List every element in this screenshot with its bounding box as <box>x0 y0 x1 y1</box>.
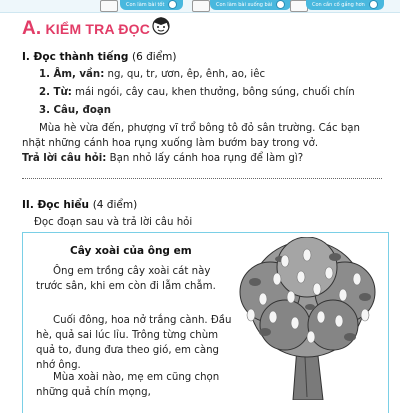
answer-line[interactable] <box>22 176 382 179</box>
story-paragraph-1: Ông em trồng cây xoài cát này trước sân, khi em còn đi lẫm chẫm. <box>36 266 216 292</box>
part1-heading <box>22 51 177 63</box>
part1-points: (6 điểm) <box>132 51 177 63</box>
question-text: Bạn nhỏ lấy cánh hoa rụng để làm gì? <box>106 153 304 164</box>
top-strip <box>0 0 400 14</box>
badge-good-label: Con làm bài tốt <box>126 2 165 8</box>
item-2-label: 2. Từ: <box>39 87 72 98</box>
badge-try-label: Con cần cố gắng hơn <box>312 2 365 8</box>
sticker-icon-1 <box>100 0 118 12</box>
student-mascot-icon <box>148 13 174 37</box>
item-3 <box>39 105 111 116</box>
item-1 <box>39 69 265 80</box>
part2-heading <box>22 199 137 211</box>
item-3-label: 3. Câu, đoạn <box>39 105 111 116</box>
part2-instruction: Đọc đoạn sau và trả lời câu hỏi <box>34 217 193 228</box>
story-title: Cây xoài của ông em <box>70 245 192 257</box>
item-1-label: 1. Âm, vần: <box>39 69 105 80</box>
story-paragraph-2: Cuối đông, hoa nở trắng cành. Đầu hè, quả sai lúc lỉu. Trông từng chùm quả to, đung đưa theo gió, em càng nhớ ông. <box>36 315 232 371</box>
story-paragraph-3: Mùa xoài nào, mẹ em cũng chọn những quả chín mọng, <box>36 372 220 398</box>
item-2 <box>39 87 355 98</box>
badge-ok <box>210 0 291 10</box>
badge-try <box>306 0 384 10</box>
badge-ok-label: Con làm bài xuống bài <box>216 2 273 8</box>
section-letter: A. <box>22 18 42 39</box>
question-label: Trả lời câu hỏi: <box>22 153 107 164</box>
item-2-text: mái ngói, cây cau, khen thưởng, bông súng, chuối chín <box>71 87 355 98</box>
checkbox-circle-icon[interactable] <box>369 0 378 9</box>
question <box>22 151 382 166</box>
sticker-icon-2 <box>192 0 210 12</box>
mango-tree-illustration <box>225 237 390 400</box>
checkbox-circle-icon[interactable] <box>168 0 177 9</box>
reading-paragraph: Mùa hè vừa đến, phượng vĩ trổ bông tô đỏ sân trường. Các bạn nhặt những cánh hoa rụng xuống làm bướm bay trong vở. <box>22 123 360 149</box>
part2-heading-text: II. Đọc hiểu <box>22 199 90 211</box>
part1-heading-text: I. Đọc thành tiếng <box>22 51 129 63</box>
checkbox-circle-icon[interactable] <box>276 0 285 9</box>
item-1-text: ng, qu, tr, ươn, êp, ênh, ao, iêc <box>104 69 266 80</box>
badge-good <box>120 0 183 10</box>
section-title-text: KIỂM TRA ĐỌC <box>45 21 151 37</box>
section-title <box>22 18 150 40</box>
part2-points: (4 điểm) <box>92 199 138 211</box>
